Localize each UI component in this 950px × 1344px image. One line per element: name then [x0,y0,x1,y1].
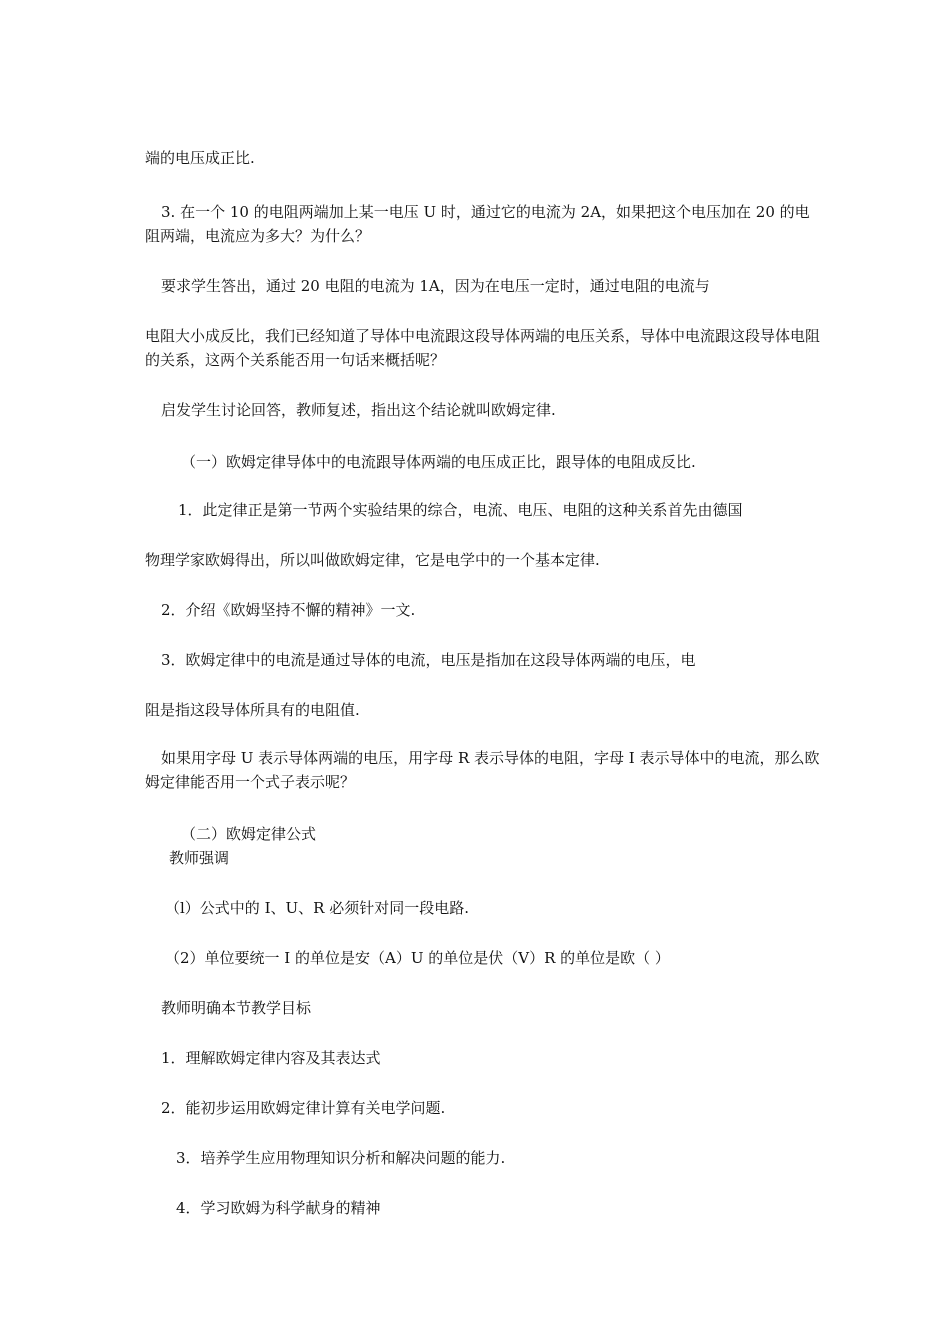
goal-item-2: 2．能初步运用欧姆定律计算有关电学问题. [161,1099,446,1117]
paragraph-teaching-goals: 教师明确本节教学目标 [161,999,312,1017]
paragraph-letter-symbols: 如果用字母 U 表示导体两端的电压，用字母 R 表示导体的电阻，字母 I 表示导体中的电流，那么欧姆定律能否用一个式子表示呢？ [145,749,820,791]
list-item-1-start: 1．此定律正是第一节两个实验结果的综合，电流、电压、电阻的这种关系首先由德国 [178,501,743,519]
section-heading-formula: （二）欧姆定律公式 [181,825,317,843]
paragraph-student-answer: 要求学生答出，通过 20 电阻的电流为 1A，因为在电压一定时，通过电阻的电流与 [161,277,710,295]
paragraph-inverse-relation: 电阻大小成反比，我们已经知道了导体中电流跟这段导体两端的电压关系，导体中电流跟这段导体电阻的关系，这两个关系能否用一句话来概括呢？ [145,327,821,369]
paragraph-discussion: 启发学生讨论回答，教师复述，指出这个结论就叫欧姆定律. [161,401,556,419]
paragraph-question-3: 3. 在一个 10 的电阻两端加上某一电压 U 时，通过它的电流为 2A，如果把这个电压加在 20 的电阻两端，电流应为多大？为什么？ [145,203,810,245]
emphasis-item-1: （l）公式中的 I、U、R 必须针对同一段电路. [165,899,469,917]
emphasis-item-2: （2）单位要统一 I 的单位是安（A）U 的单位是伏（V）R 的单位是欧（ ） [165,949,670,967]
list-item-3-start: 3．欧姆定律中的电流是通过导体的电流，电压是指加在这段导体两端的电压，电 [161,651,696,669]
goal-item-1: 1．理解欧姆定律内容及其表达式 [161,1049,381,1067]
list-item-1-continued: 物理学家欧姆得出，所以叫做欧姆定律，它是电学中的一个基本定律. [145,551,600,569]
section-heading-ohms-law: （一）欧姆定律导体中的电流跟导体两端的电压成正比，跟导体的电阻成反比. [181,453,696,471]
paragraph-voltage-proportional: 端的电压成正比. [145,149,255,167]
list-item-2: 2．介绍《欧姆坚持不懈的精神》一文. [161,601,416,619]
paragraph-teacher-emphasis: 教师强调 [169,849,230,867]
goal-item-4: 4．学习欧姆为科学献身的精神 [176,1199,381,1217]
list-item-3-continued: 阻是指这段导体所具有的电阻值. [145,701,360,719]
goal-item-3: 3．培养学生应用物理知识分析和解决问题的能力. [176,1149,506,1167]
